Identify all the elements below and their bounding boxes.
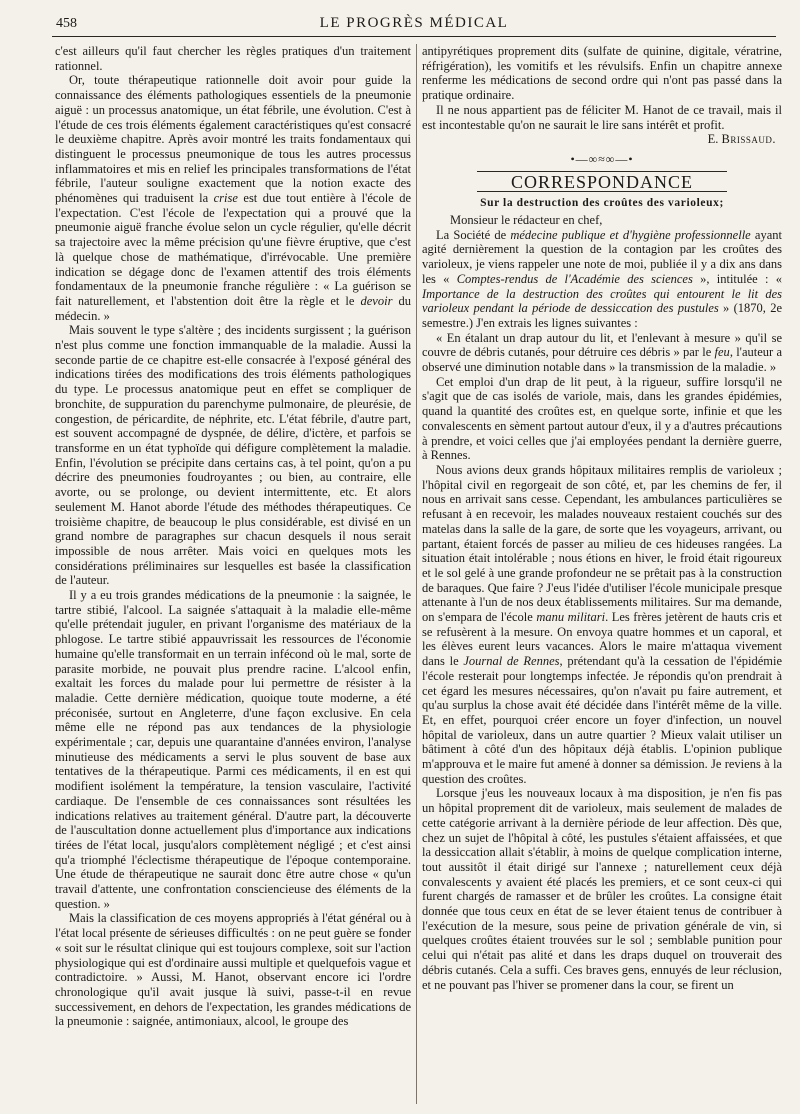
paragraph: Nous avions deux grands hôpitaux militaires remplis de varioleux ; l'hôpital civil en regorgeait de son côté, et, par les chemins de fer, il nous en arrivait sans cesse. Cependant, les ambulances particulières se refusant à en recevoir, les malades nouveaux restaient couchés sur des matelas dans la salle de la gare, de sorte que les voyageurs, arrivant, ou partant, étaient forcés de passer au milieu de ces hideuses rangées. La situation était intolérable ; nous étions en hiver, le froid était rigoureux et le sol gelé à une grande profondeur ne se prêtait pas à la construction de baraques. Que faire ? J'eus l'idée d'utiliser l'école municipale presque attenante à l'un de nos deux établissements militaires. Sur ma demande, on s'empara de l'école manu militari. Les frères jetèrent de hauts cris et se refusèrent à la mesure. On envoya quatre hommes et un caporal, et les élèves eurent leurs vacances. Alors le maire m'attaqua vivement dans le Journal de Rennes, prétendant qu'à la cessation de l'épidémie l'école resterait pour longtemps infectée. Je répondis qu'on prendrait à cet égard les mesures nécessaires, qu'on n'avait pu faire autrement, et qu'au surplus la chose avait été décidée dans l'intérêt même de la ville. Et, en effet, pourquoi créer encore un foyer d'infection, un nouvel hôpital de varioleux, dans un autre quartier ? Mieux valait utiliser un bâtiment à côté d'un des hôpitaux déjà établis. L'opinion publique m'approuva et le maire fut amené à donner sa démission. Je reviens à la question des croûtes. — [422, 462, 782, 786]
column-divider — [416, 44, 417, 1104]
paragraph: Il y a eu trois grandes médications de la pneumonie : la saignée, le tartre stibié, l'alcool. La saignée s'attaquait à la maladie elle-même qu'elle prétendait juguler, en privant l'organisme des matériaux de la phlogose. Le tartre stibié appauvrissait les ressources de l'économie humaine qu'elle transformait en un terrain infécond où le mal, sorte de parasite morbide, ne pouvait plus prendre racine. L'alcool enfin, exaltait les forces du malade pour lui permettre de résister à la maladie. Cette dernière médication, quoique toute moderne, a été préconisée, surtout en Angleterre, d'une façon exclusive. En cela même elle ne répond pas aux tendances de la physiologie expérimentale ; car, depuis une quarantaine d'années environ, l'analyse minutieuse des médicaments a servi le plus souvent de base aux tentatives de la thérapeutique. Parmi ces médicaments, il en est qui modifient isolément la température, la tension vasculaire, l'activité cardiaque. De l'ensemble de ces connaissances sont résultées les indications relatives au traitement général. D'autre part, la découverte de l'auscultation donne actuellement plus d'importance aux indications tirées de l'état local, jusqu'alors complètement négligé ; et c'est ainsi qu'a triomphé l'éclectisme thérapeutique de l'époque contemporaine. Une étude de thérapeutique ne saurait donc être autre chose « qu'un travail d'attente, une confrontation consciencieuse des éléments de la question. » — [55, 588, 411, 911]
letter-subheading: Sur la destruction des croûtes des varioleux; — [480, 197, 724, 210]
paragraph: Il ne nous appartient pas de féliciter M. Hanot de ce travail, mais il est incontestable qu'on ne saurait le lire sans intérêt et profit. — [422, 102, 782, 132]
left-column — [55, 44, 411, 1104]
salutation: Monsieur le rédacteur en chef, — [450, 213, 603, 228]
paragraph: Cet emploi d'un drap de lit peut, à la rigueur, suffire lorsqu'il ne s'agit que de cas isolés de variole, mais, dans les grandes épidémies, quand la quantité des croûtes est, en quelque sorte, infinie et que les convalescents en sèment partout autour d'eux, il y a d'autres précautions à prendre, et voici celles que j'ai employées pendant la dernière guerre, à Rennes. — [422, 374, 782, 463]
paragraph: antipyrétiques proprement dits (sulfate de quinine, digitale, vératrine, réfrigération), les vomitifs et les révulsifs. Enfin un chapitre annexe renferme les médications de second ordre qui n'ont pas passé dans la pratique ordinaire. — [422, 44, 782, 103]
journal-title: LE PROGRÈS MÉDICAL — [319, 15, 509, 31]
right-column — [422, 44, 782, 1104]
paragraph: c'est ailleurs qu'il faut chercher les règles pratiques d'un traitement rationnel. — [55, 44, 411, 73]
paragraph: Lorsque j'eus les nouveaux locaux à ma disposition, je n'en fis pas un hôpital proprement dit de varioleux, mais seulement de malades de cette catégorie arrivant à la dernière période de leur affection. Dès que, chez un sujet de l'hôpital à côté, les pustules s'étaient affaissées, et que la dessiccation allait s'établir, à moins de quelque complication interne, tout aussitôt il était dirigé sur l'annexe ; naturellement ceux déjà convalescents y avaient été placés les premiers, et ce sont ceux-ci qui furent chargés de ramasser et de brûler les croûtes. La consigne était donnée que tous ceux en état de se lever étaient tenus de contribuer à l'exécution de la mesure, sous peine de privation générale de vin, si quelques croûtes étaient trouvées sur le sol ; semblable punition pour celui qui n'était pas alité et dans les draps duquel on trouverait des débris cutanés. Cela a suffi. Ces braves gens, ennuyés de leur réclusion, et ne pouvant pas l'hiver se promener dans la cour, se firent un — [422, 786, 782, 992]
italic-term: crise — [213, 191, 238, 206]
italic-term: devoir — [360, 293, 393, 308]
review-signature: E. Brissaud. — [707, 132, 776, 147]
quotation: « En étalant un drap autour du lit, et l'enlevant à mesure » qu'il se couvre de débris cutanés, pour détruire ces débris » par le feu, l'auteur a observé une diminution notable dans » la transmission de la maladie. » — [422, 330, 782, 375]
running-header — [52, 14, 776, 37]
paragraph: Mais la classification de ces moyens appropriés à l'état général ou à l'état local présente de sérieuses difficultés : on ne peut guère se fonder « soit sur le résultat clinique qui est toujours complexe, soit sur l'action physiologique qui est d'ordinaire aussi multiple et quelquefois vague et contradictoire. » Aussi, M. Hanot, observant encore ici l'ordre chronologique qu'il avait jusque là suivi, passe-t-il en revue successivement, en dehors de l'expectation, les grandes médications de la pneumonie : saignée, antimoniaux, alcool, le groupe des — [55, 911, 411, 1029]
paragraph: La Société de médecine publique et d'hygiène professionnelle ayant agité dernièrement la question de la contagion par les croûtes des varioleux, je viens rappeler une note de moi, publiée il y a dix ans dans les « Comptes-rendus de l'Académie des sciences », intitulée : « Importance de la destruction des croûtes qui entourent le lit des varioleux pendant la période de dessiccation des pustules » (1870, 2e semestre.) J'en extrais les lignes suivantes : — [422, 227, 782, 330]
section-title: CORRESPONDANCE — [477, 171, 727, 193]
section-ornament: •—∞≈∞—• — [570, 151, 634, 166]
page-number: 458 — [56, 16, 77, 31]
paragraph: Or, toute thérapeutique rationnelle doit avoir pour guide la connaissance des éléments pathologiques essentiels de la pneumonie aiguë : un processus anatomique, un état fébrile, une évolution. C'est à l'étude de ces trois éléments également caractéristiques qu'est consacré le deuxième chapitre. Après avoir montré les traits fondamentaux qui distinguent le processus pneumonique de tous les autres processus inflammatoires et mis en relief les principales transformations de l'état fébrile, l'auteur souligne exactement que la notion exacte des phénomènes qui traduisent la crise est due tout entière à l'école de l'expectation. C'est l'école de l'expectation qui a prouvé que la pneumonie aiguë franche évolue selon un cycle régulier, qu'elle décrit sa trajectoire avec la même précision qu'une fièvre éruptive, que c'est là quelque chose de mathématique, d'irrévocable. Une première indication se dégage donc de l'examen attentif des trois éléments fondamentaux de la pneumonie franche régulière : « La guérison se fait naturellement, et l'abstention doit être la règle et le devoir du médecin. » — [55, 73, 411, 323]
paragraph: Mais souvent le type s'altère ; des incidents surgissent ; la guérison n'est plus comme une fonction immanquable de la maladie. Aussi la seconde partie de ce chapitre est-elle consacrée à l'exposé général des indications tirées des modifications des trois éléments pathologiques du type. Le processus anatomique peut en effet se compliquer de bronchite, de suppuration du parenchyme pulmonaire, de pleurésie, de congestion, de péricardite, de néphrite, etc. L'état fébrile, d'autre part, est souvent accompagné de dyspnée, de délire, d'ictère, et parfois se transforme en un état typhoïde qui défigure complètement la maladie. Enfin, l'évolution se précipite dans certains cas, à tel point, qu'on a pu décrire des pneumonies foudroyantes ; ou bien, au contraire, elle avorte, ou se prolonge, ou devient intermittente, etc. Et alors seulement M. Hanot aborde l'étude des méthodes thérapeutiques. Ce troisième chapitre, de beaucoup le plus considérable, est divisé en un grand nombre de paragraphes sur chacun desquels il nous serait impossible de nous arrêter. Mais voici en quelques mots les considérations préliminaires sur lesquelles est basée la classification de l'auteur. — [55, 323, 411, 588]
